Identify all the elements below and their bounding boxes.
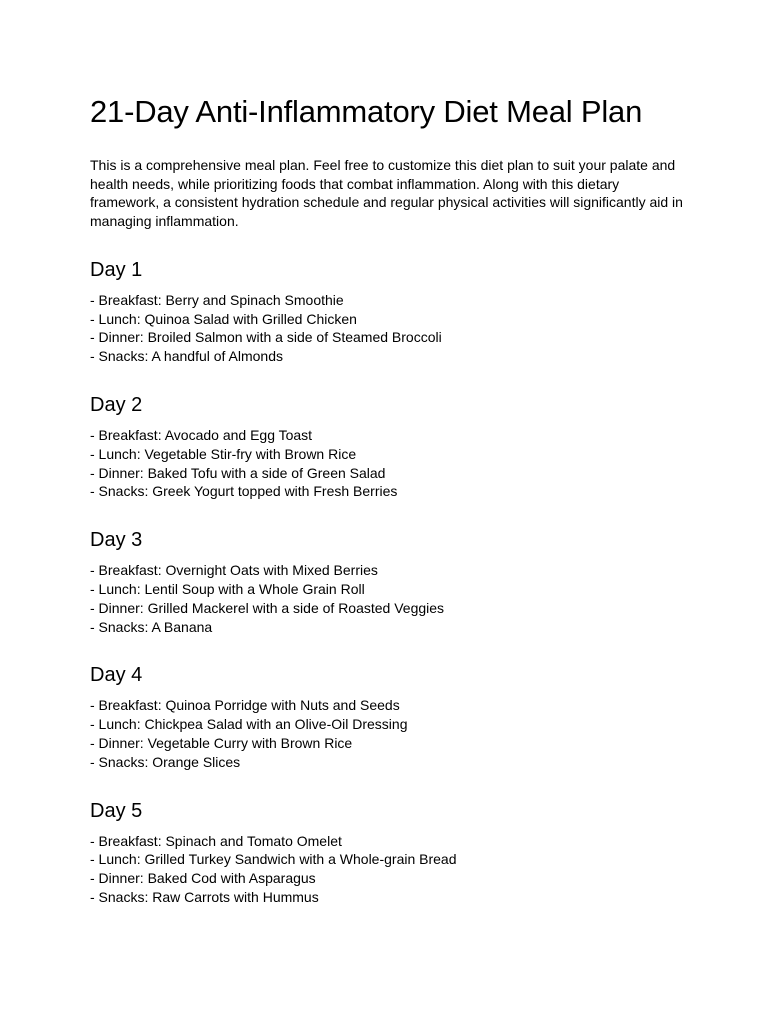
day-3-section <box>90 527 690 636</box>
day-heading: Day 1 <box>90 258 143 281</box>
meal-item-breakfast: - Breakfast: Overnight Oats with Mixed Berries <box>90 562 378 579</box>
day-heading: Day 5 <box>90 799 143 822</box>
meal-item-snacks: - Snacks: A handful of Almonds <box>90 348 284 365</box>
meal-item-snacks: - Snacks: A Banana <box>90 618 213 635</box>
meal-item-breakfast: - Breakfast: Berry and Spinach Smoothie <box>90 291 344 308</box>
meal-item-breakfast: - Breakfast: Spinach and Tomato Omelet <box>90 832 342 849</box>
meal-item-lunch: - Lunch: Vegetable Stir-fry with Brown Rice <box>90 445 357 462</box>
day-heading: Day 2 <box>90 394 143 416</box>
page-title: 21-Day Anti-Inflammatory Diet Meal Plan <box>90 94 643 129</box>
document-page <box>90 90 690 907</box>
day-heading: Day 4 <box>90 664 143 687</box>
day-2-section <box>90 392 690 501</box>
meal-list <box>90 696 690 771</box>
meal-item-dinner: - Dinner: Grilled Mackerel with a side of Roasted Veggies <box>90 599 445 616</box>
meal-item-dinner: - Dinner: Baked Tofu with a side of Green Salad <box>90 464 386 481</box>
meal-list <box>90 832 690 907</box>
day-4-section <box>90 662 690 771</box>
meal-item-lunch: - Lunch: Chickpea Salad with an Olive-Oil Dressing <box>90 716 408 733</box>
meal-item-dinner: - Dinner: Vegetable Curry with Brown Rice <box>90 734 353 751</box>
meal-item-dinner: - Dinner: Baked Cod with Asparagus <box>90 870 316 887</box>
meal-list <box>90 291 690 366</box>
meal-item-dinner: - Dinner: Broiled Salmon with a side of Steamed Broccoli <box>90 329 442 346</box>
intro-paragraph: This is a comprehensive meal plan. Feel free to customize this diet plan to suit your palate and health needs, while prioritizing foods that combat inflammation. Along with this dietary framework, a consistent hydration schedule and regular physical activities will significantly aid in managing inflammation. <box>90 157 683 230</box>
day-5-section <box>90 798 690 907</box>
meal-item-snacks: - Snacks: Orange Slices <box>90 753 241 770</box>
meal-item-lunch: - Lunch: Quinoa Salad with Grilled Chicken <box>90 310 357 327</box>
meal-item-breakfast: - Breakfast: Avocado and Egg Toast <box>90 427 313 443</box>
day-1-section <box>90 257 690 366</box>
meal-item-lunch: - Lunch: Grilled Turkey Sandwich with a Whole-grain Bread <box>90 851 457 868</box>
meal-list <box>90 426 690 501</box>
meal-item-lunch: - Lunch: Lentil Soup with a Whole Grain Roll <box>90 580 365 597</box>
day-heading: Day 3 <box>90 529 143 552</box>
meal-list <box>90 561 690 636</box>
meal-item-snacks: - Snacks: Raw Carrots with Hummus <box>90 888 319 905</box>
meal-item-breakfast: - Breakfast: Quinoa Porridge with Nuts and Seeds <box>90 697 400 714</box>
meal-item-snacks: - Snacks: Greek Yogurt topped with Fresh Berries <box>90 483 398 500</box>
